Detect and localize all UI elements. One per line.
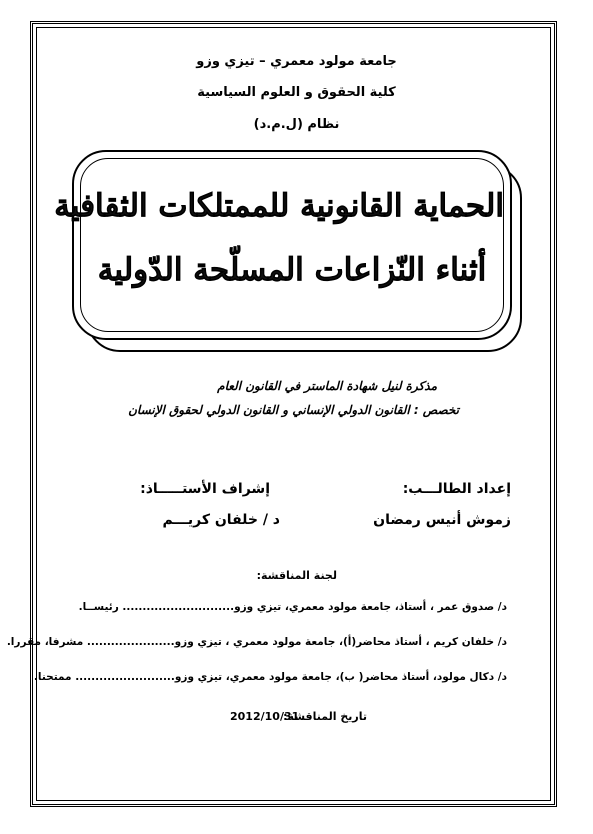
defense-date-label: تاريخ المناقشة: (283, 710, 367, 723)
thesis-title-line-1: الحماية القانونية للممتلكات الثقافية (54, 188, 504, 224)
student-name: زموش أنيس رمضان (373, 512, 511, 528)
supervisor-label: إشراف الأستـــــاذ: (140, 481, 270, 497)
committee-member-1: د/ صدوق عمر ، أستاذ، جامعة مولود معمري، تيزي وزو............................ رئيســا. (78, 601, 507, 613)
thesis-purpose: مذكرة لنيل شهادة الماستر في القانون العام (217, 379, 437, 393)
thesis-specialty: تخصص : القانون الدولي الإنساني و القانون الدولي لحقوق الإنسان (128, 403, 459, 417)
title-box-inner-border (54, 158, 504, 332)
committee-member-3: د/ دكال مولود، أستاذ محاضر( ب)، جامعة مولود معمري، تيزي وزو......................... ممتحنا. (33, 671, 507, 683)
faculty-name: كلية الحقوق و العلوم السياسية (197, 85, 396, 100)
committee-member-2: د/ خلفان كريم ، أستاذ محاضر(أ)، جامعة مولود معمري ، تيزي وزو...................... مشرفا، مقررا. (6, 636, 507, 648)
supervisor-name: د / خلفان كريـــم (162, 512, 280, 528)
committee-label: لجنة المناقشة: (256, 569, 337, 582)
study-system: نظام (ل.م.د) (253, 117, 340, 132)
student-label: إعداد الطالـــب: (402, 481, 511, 497)
defense-date: 2012/10/31 (230, 710, 300, 723)
thesis-title-line-2: أثناء النّزاعات المسلّحة الدّولية (97, 252, 487, 288)
university-name: جامعة مولود معمري – تيزي وزو (196, 54, 397, 69)
